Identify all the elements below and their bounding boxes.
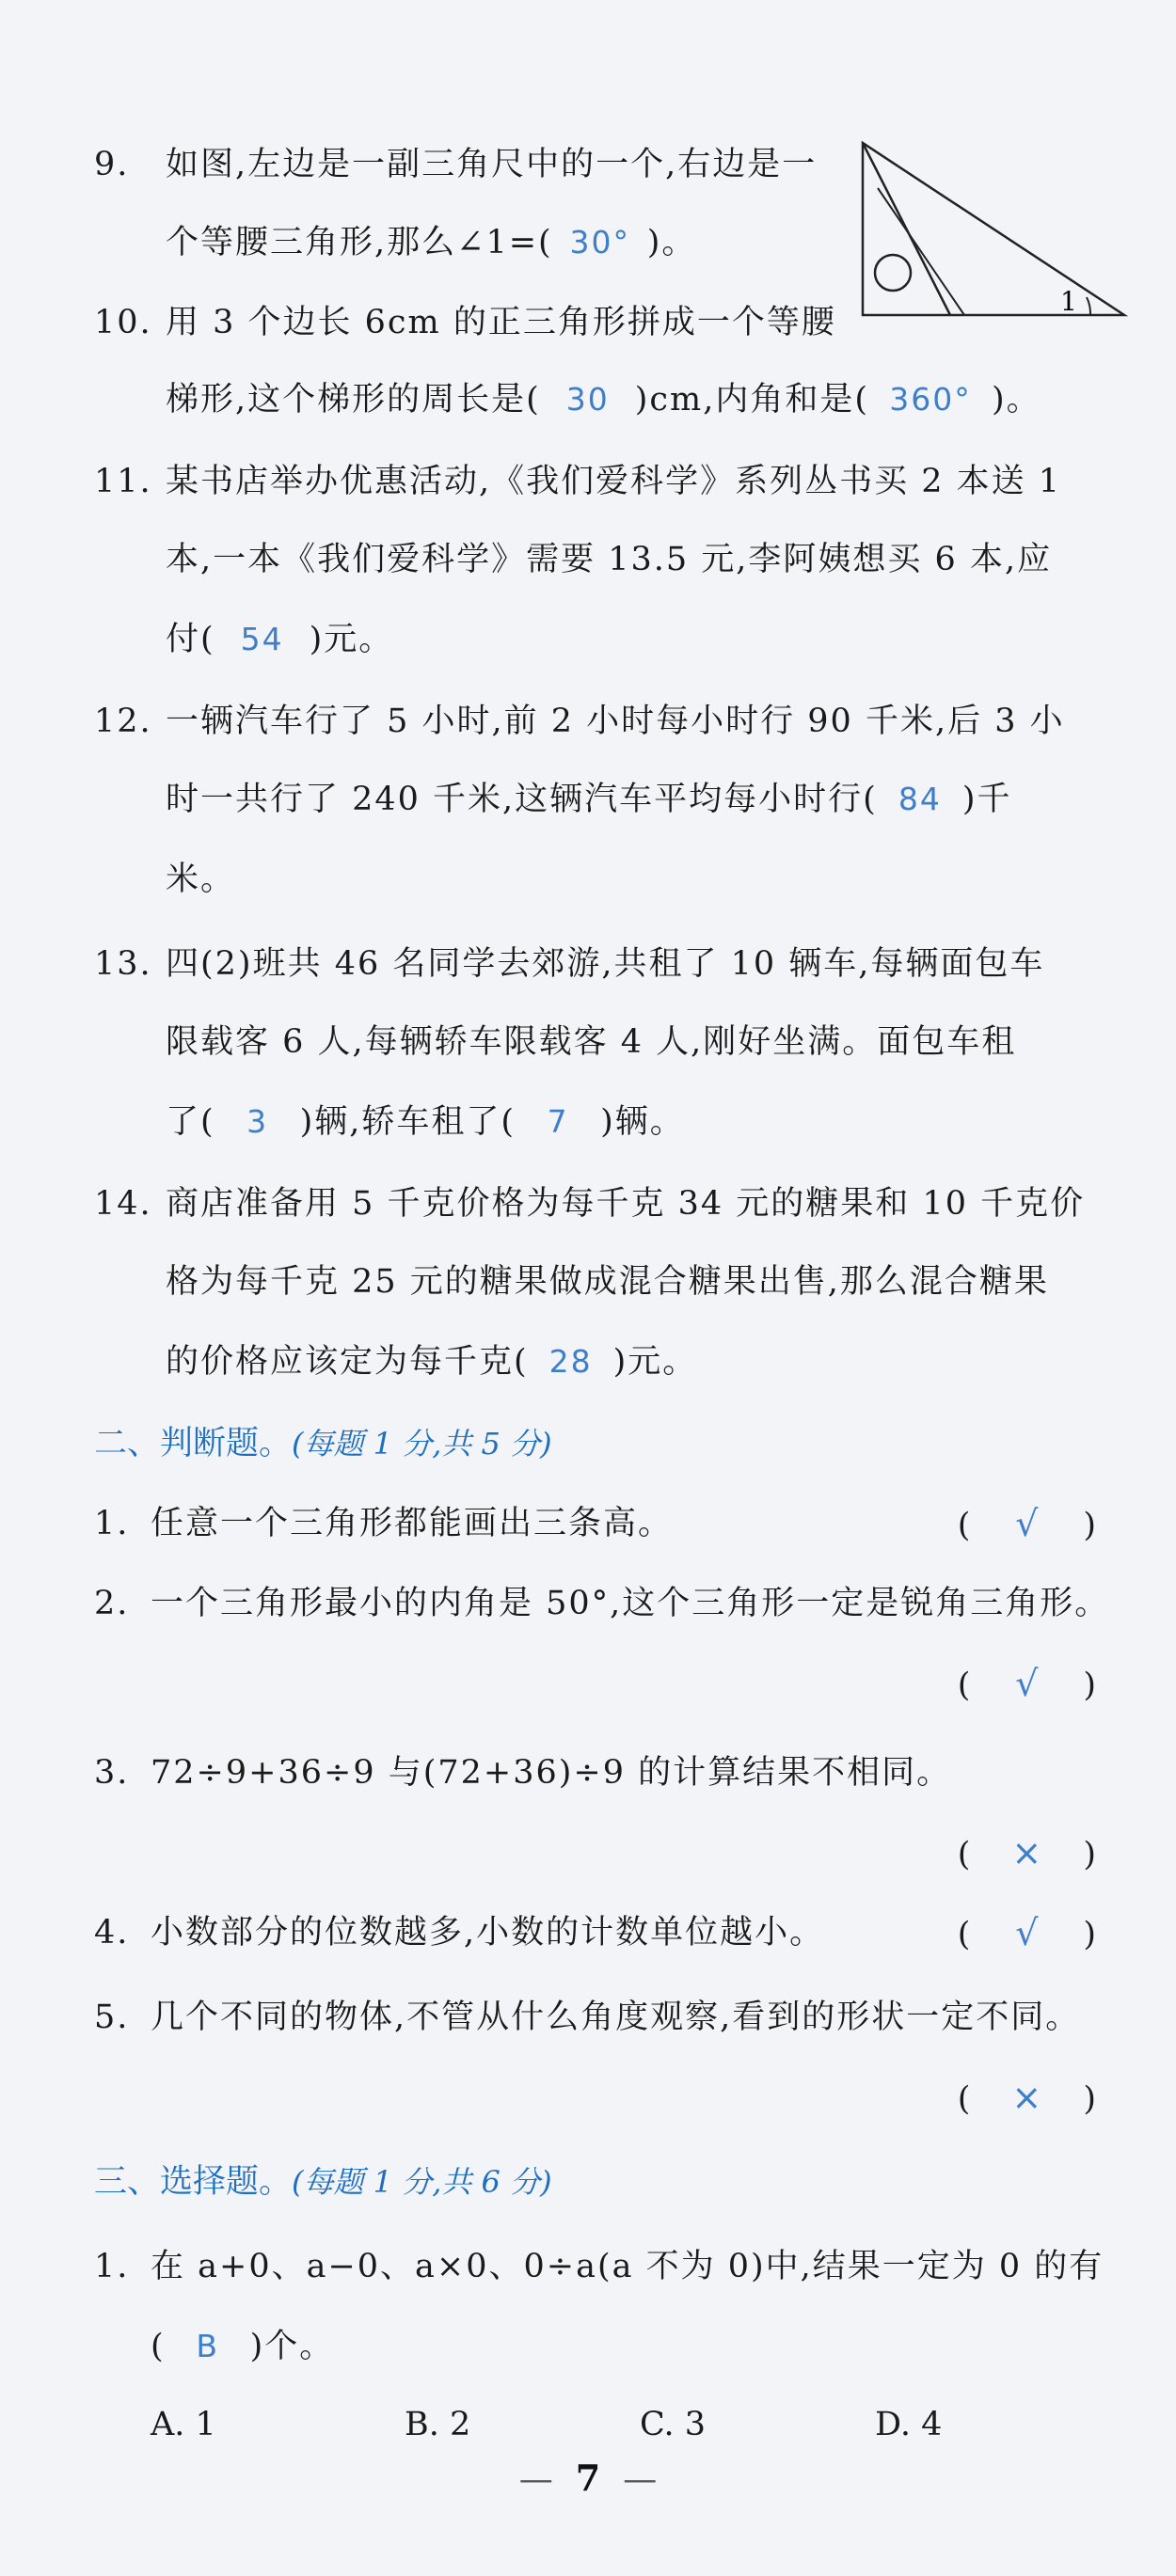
q10-line1 — [94, 299, 836, 346]
option-a: A. 1 — [151, 2406, 216, 2443]
question-text: )cm,内角和是( — [634, 381, 870, 419]
section-score-note: (每题 1 分,共 6 分) — [292, 2164, 552, 2200]
judge-answer-4 — [958, 1909, 1096, 1958]
bracket-open: ( — [957, 1507, 971, 1544]
question-text: )。 — [992, 381, 1041, 419]
judge-item-5 — [94, 1994, 1080, 2041]
question-text: 梯形,这个梯形的周长是( — [166, 381, 541, 419]
question-number: 5. — [94, 1999, 130, 2036]
q11-line1 — [94, 458, 1061, 505]
judge-answer-1 — [958, 1500, 1096, 1549]
bracket-open: ( — [957, 1916, 971, 1953]
answer-text: 54 — [240, 621, 284, 657]
answer-mark: √ — [1015, 1663, 1039, 1704]
question-text: 米。 — [166, 861, 236, 898]
judge-item-1 — [94, 1500, 673, 1547]
question-number: 10. — [94, 304, 152, 341]
question-number: 14. — [94, 1185, 152, 1223]
answer-text: 84 — [898, 781, 942, 817]
choice-item-1-line2 — [151, 2323, 334, 2370]
question-text: 某书店举办优惠活动,《我们爱科学》系列丛书买 2 本送 1 — [166, 463, 1062, 500]
bracket-open: ( — [957, 1667, 971, 1704]
answer-text: B — [196, 2328, 219, 2364]
question-text: 的价格应该定为每千克( — [166, 1343, 529, 1381]
triangle-figure — [851, 132, 1134, 320]
question-text: 一个三角形最小的内角是 50°,这个三角形一定是锐角三角形。 — [151, 1585, 1110, 1622]
question-text: 一辆汽车行了 5 小时,前 2 小时每小时行 90 千米,后 3 小 — [166, 703, 1065, 740]
q12-line3 — [166, 856, 235, 903]
section-heading-choice — [94, 2158, 552, 2205]
q14-line1 — [94, 1180, 1085, 1227]
bracket-close: ) — [1083, 1667, 1096, 1704]
judge-answer-3 — [958, 1829, 1096, 1878]
question-text: 小数部分的位数越多,小数的计数单位越小。 — [151, 1914, 825, 1952]
question-number: 3. — [94, 1754, 130, 1792]
answer-mark: × — [1011, 2077, 1042, 2118]
bracket-close: ) — [1083, 1836, 1096, 1873]
bracket-open: ( — [957, 2080, 971, 2118]
section-score-note: (每题 1 分,共 5 分) — [292, 1426, 552, 1462]
bracket-close: ) — [1083, 1507, 1096, 1544]
bracket-close: ) — [1083, 1916, 1096, 1953]
question-number: 9. — [94, 146, 130, 183]
question-text: 本,一本《我们爱科学》需要 13.5 元,李阿姨想买 6 本,应 — [166, 541, 1053, 578]
q12-line2 — [166, 776, 1012, 823]
question-text: 时一共行了 240 千米,这辆汽车平均每小时行( — [166, 781, 878, 818]
question-number: 12. — [94, 703, 152, 740]
question-text: 了( — [166, 1103, 215, 1141]
question-text: 商店准备用 5 千克价格为每千克 34 元的糖果和 10 千克价 — [166, 1185, 1086, 1223]
judge-item-3 — [94, 1749, 951, 1796]
angle-arc — [1087, 297, 1090, 315]
question-number: 11. — [94, 463, 152, 500]
question-text: 72÷9+36÷9 与(72+36)÷9 的计算结果不相同。 — [151, 1754, 952, 1792]
q9-line2 — [166, 219, 696, 266]
q13-line1 — [94, 940, 1044, 988]
judge-answer-5 — [958, 2074, 1096, 2123]
answer-mark: √ — [1015, 1503, 1039, 1544]
question-text: )个。 — [249, 2328, 335, 2365]
option-b: B. 2 — [405, 2406, 471, 2443]
answer-text: 30 — [565, 381, 610, 418]
answer-text: 30° — [569, 224, 630, 261]
choice-item-1-line1 — [94, 2243, 1104, 2290]
question-number: 1. — [94, 2248, 130, 2285]
q11-line2 — [166, 536, 1052, 583]
question-text: 用 3 个边长 6cm 的正三角形拼成一个等腰 — [166, 304, 836, 341]
option-c: C. 3 — [640, 2406, 707, 2443]
question-text: 格为每千克 25 元的糖果做成混合糖果出售,那么混合糖果 — [166, 1263, 1049, 1301]
question-text: 限载客 6 人,每辆轿车限载客 4 人,刚好坐满。面包车租 — [166, 1023, 1017, 1061]
question-text: ( — [151, 2328, 166, 2365]
question-text: 四(2)班共 46 名同学去郊游,共租了 10 辆车,每辆面包车 — [166, 945, 1045, 983]
judge-item-2 — [94, 1580, 1109, 1627]
bracket-open: ( — [957, 1836, 971, 1873]
question-text: )辆,轿车租了( — [299, 1103, 516, 1141]
page-footer — [0, 2455, 1176, 2504]
q11-line3 — [166, 616, 393, 663]
question-text: 个等腰三角形,那么∠1=( — [166, 224, 553, 261]
bracket-close: ) — [1083, 2080, 1096, 2118]
set-square-hole — [875, 255, 911, 291]
q10-line2 — [166, 376, 1041, 423]
judge-answer-2 — [958, 1660, 1096, 1709]
answer-text: 28 — [548, 1343, 593, 1380]
q14-line3 — [166, 1338, 697, 1385]
q14-line2 — [166, 1258, 1049, 1305]
q13-line3 — [166, 1098, 685, 1146]
q9-line1 — [94, 141, 817, 188]
answer-mark: × — [1011, 1832, 1042, 1873]
question-text: )千 — [961, 781, 1012, 818]
judge-item-4 — [94, 1909, 824, 1956]
option-d: D. 4 — [875, 2406, 943, 2443]
section-title: 二、判断题。 — [94, 1425, 293, 1462]
question-text: 在 a+0、a−0、a×0、0÷a(a 不为 0)中,结果一定为 0 的有 — [151, 2248, 1104, 2285]
section-heading-judgement — [94, 1420, 552, 1467]
q13-line2 — [166, 1019, 1016, 1066]
question-text: 如图,左边是一副三角尺中的一个,右边是一 — [166, 146, 818, 183]
answer-mark: √ — [1015, 1912, 1039, 1953]
question-text: )。 — [646, 224, 697, 261]
section-title: 三、选择题。 — [94, 2163, 293, 2201]
answer-text: 7 — [547, 1103, 569, 1140]
answer-text: 360° — [889, 381, 972, 418]
question-text: 付( — [166, 621, 215, 658]
question-number: 13. — [94, 945, 152, 983]
question-text: 几个不同的物体,不管从什么角度观察,看到的形状一定不同。 — [151, 1999, 1081, 2036]
page-number: 7 — [575, 2457, 601, 2499]
question-text: )元。 — [309, 621, 394, 658]
question-number: 4. — [94, 1914, 130, 1952]
footer-dash: — — [623, 2460, 658, 2499]
question-text: )元。 — [612, 1343, 698, 1381]
angle-label: 1 — [1060, 286, 1077, 317]
footer-dash: — — [518, 2460, 553, 2499]
answer-text: 3 — [246, 1103, 269, 1140]
question-number: 1. — [94, 1505, 130, 1542]
question-text: 任意一个三角形都能画出三条高。 — [151, 1505, 674, 1542]
q12-line1 — [94, 698, 1065, 745]
set-square-inner-edge — [878, 188, 964, 315]
question-number: 2. — [94, 1585, 130, 1622]
question-text: )辆。 — [600, 1103, 685, 1141]
